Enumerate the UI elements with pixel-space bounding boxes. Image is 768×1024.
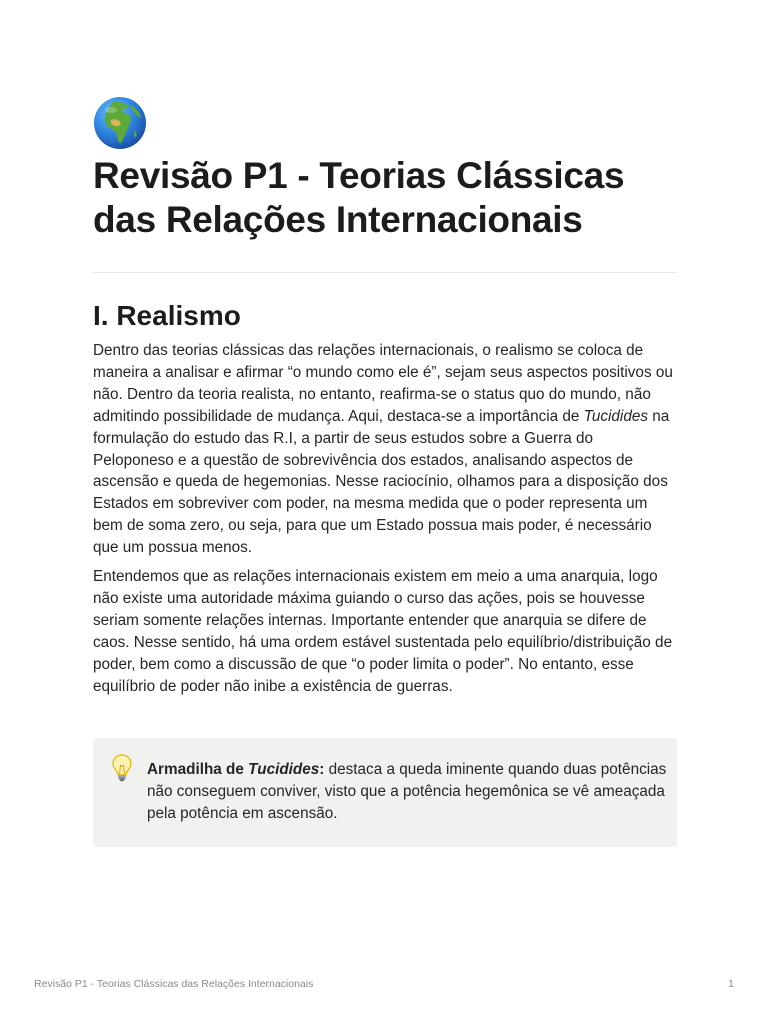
section-heading: I. Realismo [93, 300, 241, 331]
callout-term-suffix: : [319, 761, 325, 778]
globe-europe-africa-icon [93, 96, 147, 150]
title-divider [93, 272, 677, 273]
callout-body: destaca a queda iminente quando duas potências não conseguem conviver, visto que a potência hegemônica se vê ameaçada pela potência em ascensão. [147, 761, 667, 822]
paragraph-text: Dentro das teorias clássicas das relações internacionais, o realismo se coloca de maneira a analisar e afirmar “o mundo como ele é”, sejam seus aspectos positivos ou não. Dentro da teoria realista, no entanto, reafirma-se o status quo do mundo, não admitindo possibilidade de mudança. Aqui, destaca-se a importância de [93, 342, 673, 425]
callout-box [93, 738, 677, 847]
callout-text [147, 759, 667, 825]
footer-title: Revisão P1 - Teorias Clássicas das Relações Internacionais [34, 978, 314, 990]
paragraph-anarchy: Entendemos que as relações internacionais existem em meio a uma anarquia, logo não existe uma autoridade máxima guiando o curso das ações, pois se houvesse seriam somente relações internas. Importante entender que anarquia se difere de caos. Nesse sentido, há uma ordem estável sustentada pelo equilíbrio/distribuição de poder, bem como a discussão de que “o poder limita o poder”. No entanto, esse equilíbrio de poder não inibe a existência de guerras. [93, 568, 673, 695]
paragraph-text: na formulação do estudo das R.I, a partir de seus estudos sobre a Guerra do Peloponeso e a questão de sobrevivência dos estados, analisando aspectos de ascensão e queda de hegemonias. Nesse raciocínio, olhamos para a disposição dos Estados em sobreviver com poder, na mesma medida que o poder representa um bem de soma zero, ou seja, para que um Estado possua mais poder, é necessário que um possua menos. [93, 407, 670, 557]
page-title [93, 154, 693, 242]
footer-page-number: 1 [728, 978, 734, 990]
callout-term-prefix: Armadilha de [147, 761, 249, 778]
page-title-line-2: das Relações Internacionais [93, 199, 583, 240]
paragraph-realism-intro [93, 340, 677, 559]
page-title-line-1: Revisão P1 - Teorias Clássicas [93, 155, 625, 196]
callout-term [147, 761, 324, 778]
callout-term-italic: Tucidides [248, 761, 320, 778]
paragraph-italic-term: Tucidides [583, 407, 648, 425]
lightbulb-icon [111, 754, 133, 782]
